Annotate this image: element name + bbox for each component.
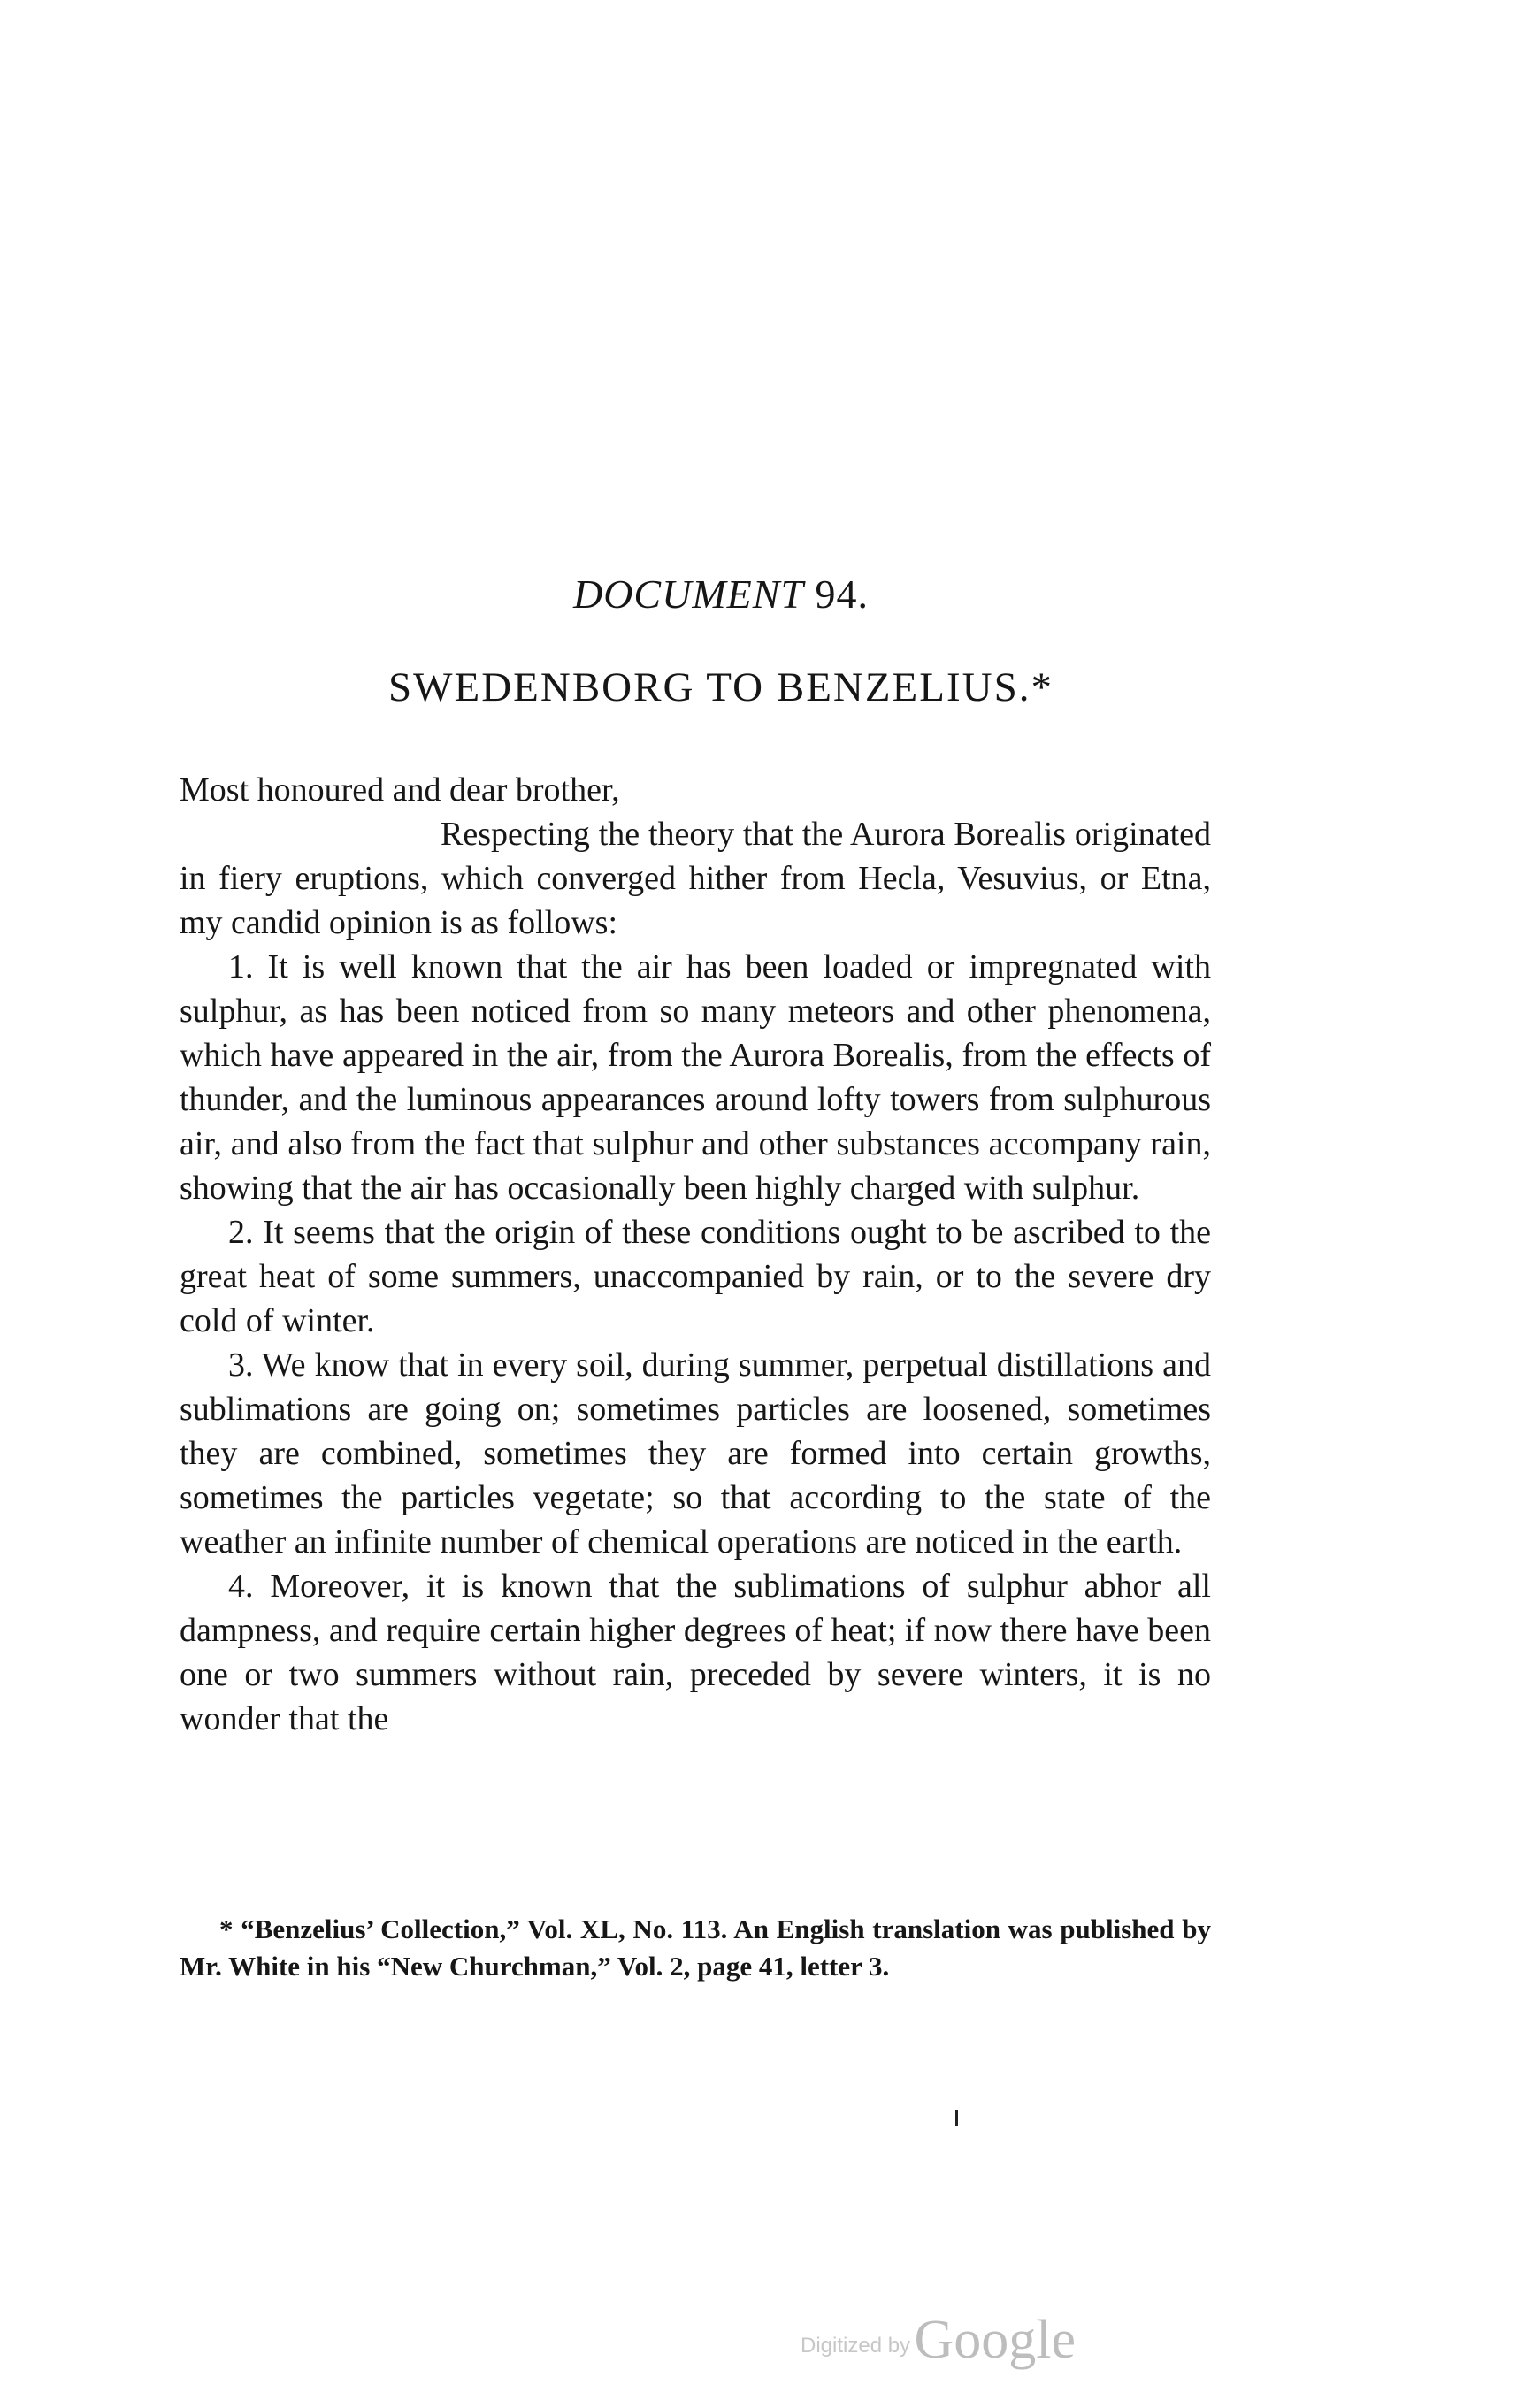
paragraph-4: 4. Moreover, it is known that the sublimations of sulphur abhor all dampness, and require certain higher degrees of heat; if now there have been one or two summers without rain, preceded by severe winters, it is no wonder that the [180, 1568, 1211, 1737]
scan-artifact-mark [955, 2110, 958, 2126]
document-number-heading [0, 571, 1442, 617]
letter-title: SWEDENBORG TO BENZELIUS.* [388, 664, 1054, 710]
footnote-text: * “Benzelius’ Collection,” Vol. XL, No. 113. An English translation was published by Mr. White in his “New Churchman,” Vol. 2, page 41, letter 3. [180, 1913, 1211, 1982]
document-label: DOCUMENT [572, 571, 805, 617]
footnote [180, 1911, 1211, 1985]
paragraph-2: 2. It seems that the origin of these conditions ought to be ascribed to the great heat of some summers, unaccompanied by rain, or to the severe dry cold of winter. [180, 1214, 1211, 1339]
letter-body [180, 768, 1211, 1741]
paragraph-1: 1. It is well known that the air has been loaded or impregnated with sulphur, as has been noticed from so many meteors and other phenomena, which have appeared in the air, from the Aurora Borealis, from the effects of thunder, and the luminous appearances around lofty towers from sulphurous air, and also from the fact that sulphur and other substances accompany rain, showing that the air has occasionally been highly charged with sulphur. [180, 948, 1211, 1207]
paragraph-opening: Respecting the theory that the Aurora Borealis originated in fiery eruptions, which converged hither from Hecla, Vesuvius, or Etna, my candid opinion is as follows: [180, 816, 1211, 941]
document-number: 94. [815, 571, 870, 617]
digitized-watermark [801, 2309, 1076, 2372]
watermark-brand: Google [914, 2310, 1077, 2370]
paragraph-3: 3. We know that in every soil, during summer, perpetual distillations and sublimations are going on; sometimes particles are loosened, sometimes they are combined, sometimes they are formed into certain growths, sometimes the particles vegetate; so that according to the state of the weather an infinite number of chemical operations are noticed in the earth. [180, 1346, 1211, 1561]
salutation: Most honoured and dear brother, [180, 771, 620, 809]
watermark-prefix: Digitized by [801, 2334, 911, 2358]
